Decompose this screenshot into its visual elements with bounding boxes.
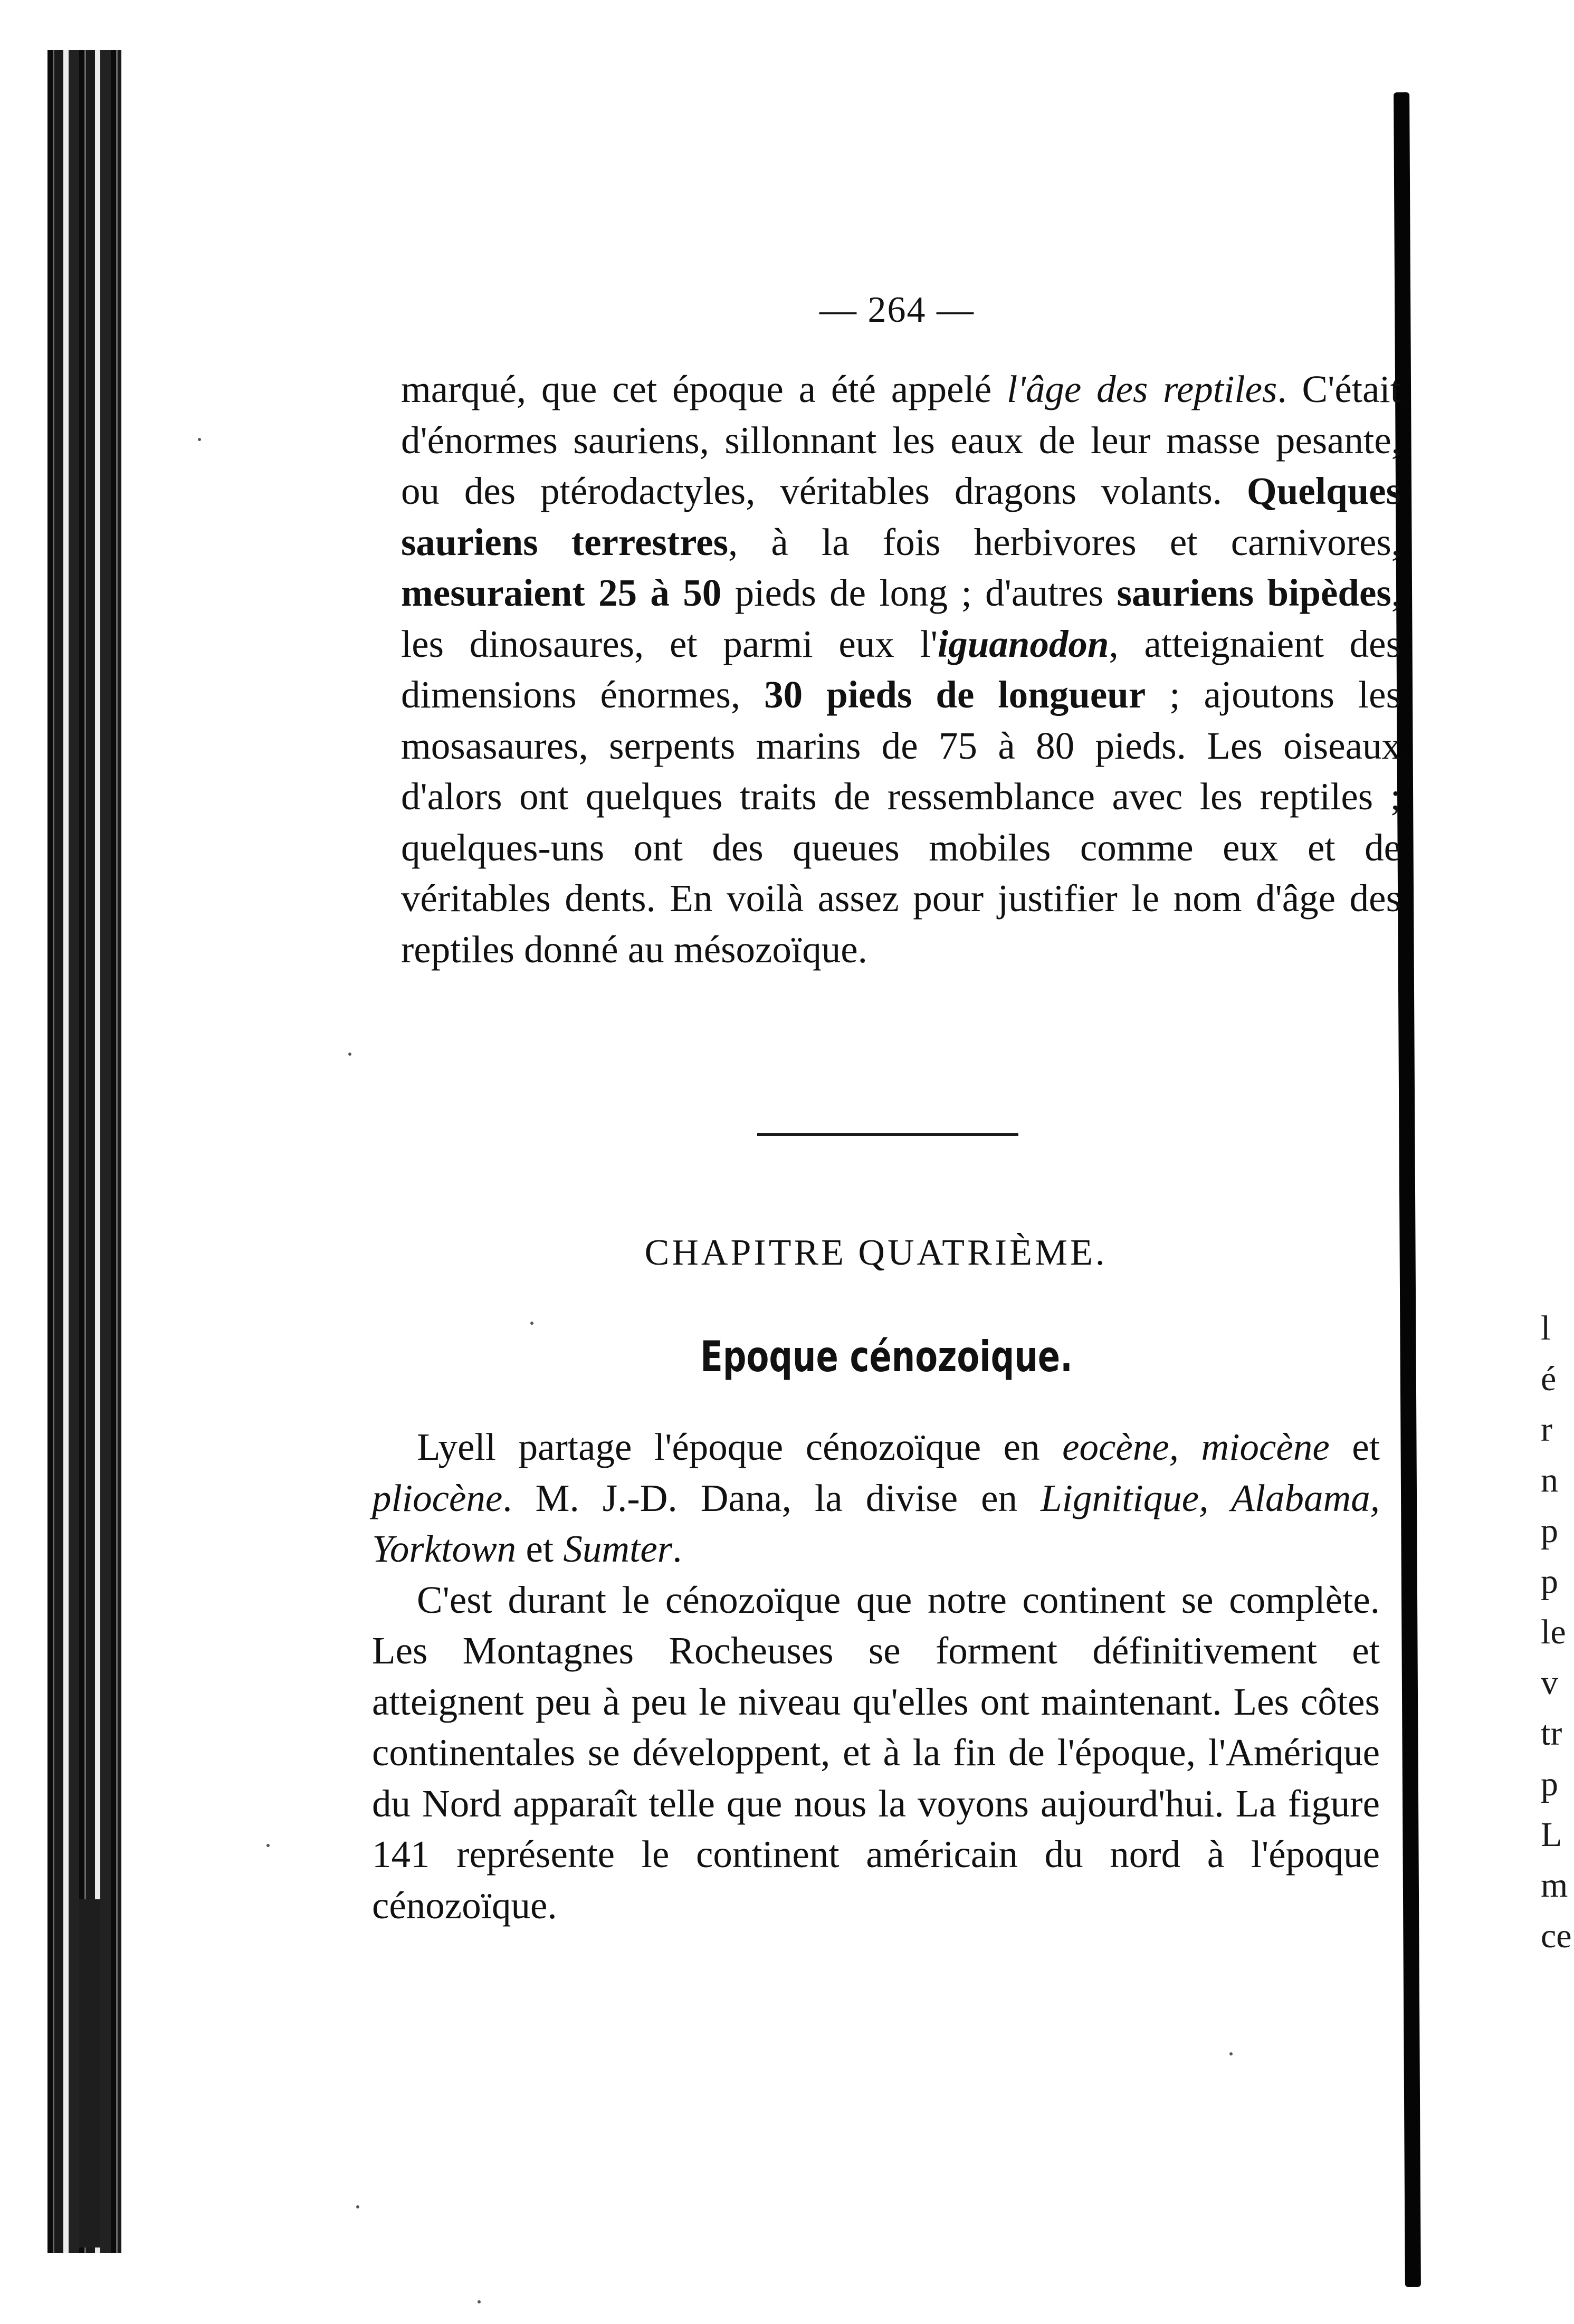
bold-term: mesuraient 25 à 50 <box>401 571 722 614</box>
scan-speck <box>266 1844 270 1847</box>
paragraph: C'est durant le cénozoïque que notre continent se complète. Les Montagnes Rocheuses se forment définitivement et atteignent peu à peu le niveau qu'elles ont maintenant. Les côtes continentales se développent, et à la fin de l'époque, l'Amérique du Nord apparaît telle que nous la voyons aujourd'hui. La figure 141 représente le continent américain du nord à l'époque cénozoïque. <box>372 1578 1380 1927</box>
text-run: Lyell partage l'époque cénozoïque en <box>417 1426 1063 1468</box>
next-page-fragment <box>1541 1303 1574 1962</box>
italic-term: Sumter <box>563 1527 673 1570</box>
scan-speck <box>530 1322 533 1325</box>
scan-speck <box>348 1053 351 1056</box>
chapter-heading: CHAPITRE QUATRIÈME. <box>644 1232 1108 1273</box>
paragraph <box>372 1422 1380 1575</box>
page-number: — 264 — <box>819 290 975 330</box>
text-run: . C'était d'énormes sauriens, sillonnant les eaux de leur masse pesante, ou des ptérodactyles, véritables dragons volants. <box>401 368 1401 512</box>
next-page-fragment-line: r <box>1541 1410 1552 1449</box>
italic-term: l'âge des reptiles <box>1006 368 1277 410</box>
italic-term: pliocène <box>372 1476 503 1519</box>
scan-speck <box>198 438 201 441</box>
next-page-fragment-line: n <box>1541 1461 1558 1499</box>
text-run: . M. J.-D. Dana, la divise en <box>502 1476 1041 1519</box>
next-page-fragment-line: ce <box>1541 1917 1572 1955</box>
text-run: , atteignaient des dimensions énormes, <box>401 622 1401 716</box>
next-page-fragment-line: l <box>1541 1309 1551 1347</box>
text-run: et <box>1329 1426 1380 1468</box>
text-run: ; ajoutons les mosasaures, serpents marins de 75 à 80 pieds. Les oiseaux d'alors ont quelques traits de ressemblance avec les reptiles ; quelques-uns ont des queues mobiles comme eux et de véritables dents. En voilà assez pour justifier le nom d'âge des reptiles donné au mésozoïque. <box>401 673 1401 971</box>
bold-term: Quelques sauriens terrestres <box>401 470 1401 563</box>
scan-speck <box>478 2300 481 2303</box>
next-page-fragment-line: le <box>1541 1613 1566 1651</box>
text-run: . <box>672 1527 682 1570</box>
next-page-fragment-line: m <box>1541 1866 1568 1905</box>
scan-speck <box>356 2205 359 2208</box>
bold-italic-term: iguanodon <box>937 622 1109 665</box>
body-text-bottom <box>372 1422 1380 1931</box>
next-page-fragment-line: v <box>1541 1663 1558 1702</box>
next-page-fragment-line: L <box>1541 1815 1562 1854</box>
bold-term: 30 pieds de longueur <box>764 673 1146 716</box>
next-page-fragment-line: p <box>1541 1562 1558 1601</box>
scan-speck <box>1229 2052 1233 2055</box>
next-page-fragment-line: é <box>1541 1360 1557 1398</box>
section-title: Epoque cénozoique. <box>700 1332 1073 1381</box>
text-run: marqué, que cet époque a été appelé <box>401 368 1007 410</box>
text-run: , les dinosaures, et parmi eux l' <box>401 571 1401 665</box>
italic-term: Lignitique, Alabama, Yorktown <box>372 1476 1380 1570</box>
next-page-fragment-line: p <box>1541 1765 1558 1803</box>
next-page-fragment-line: p <box>1541 1512 1558 1550</box>
binding-shadow-lower <box>79 1899 100 2248</box>
section-separator <box>757 1133 1018 1136</box>
body-text-top <box>401 364 1401 975</box>
bold-term: sauriens bipèdes <box>1117 571 1391 614</box>
text-run: , à la fois herbivores et carnivores, <box>728 520 1401 563</box>
next-page-fragment-line: tr <box>1541 1714 1562 1753</box>
text-run: pieds de long ; d'autres <box>721 571 1117 614</box>
italic-term: eocène, miocène <box>1062 1426 1330 1468</box>
text-run: et <box>516 1527 564 1570</box>
paragraph-continuation <box>401 364 1401 975</box>
